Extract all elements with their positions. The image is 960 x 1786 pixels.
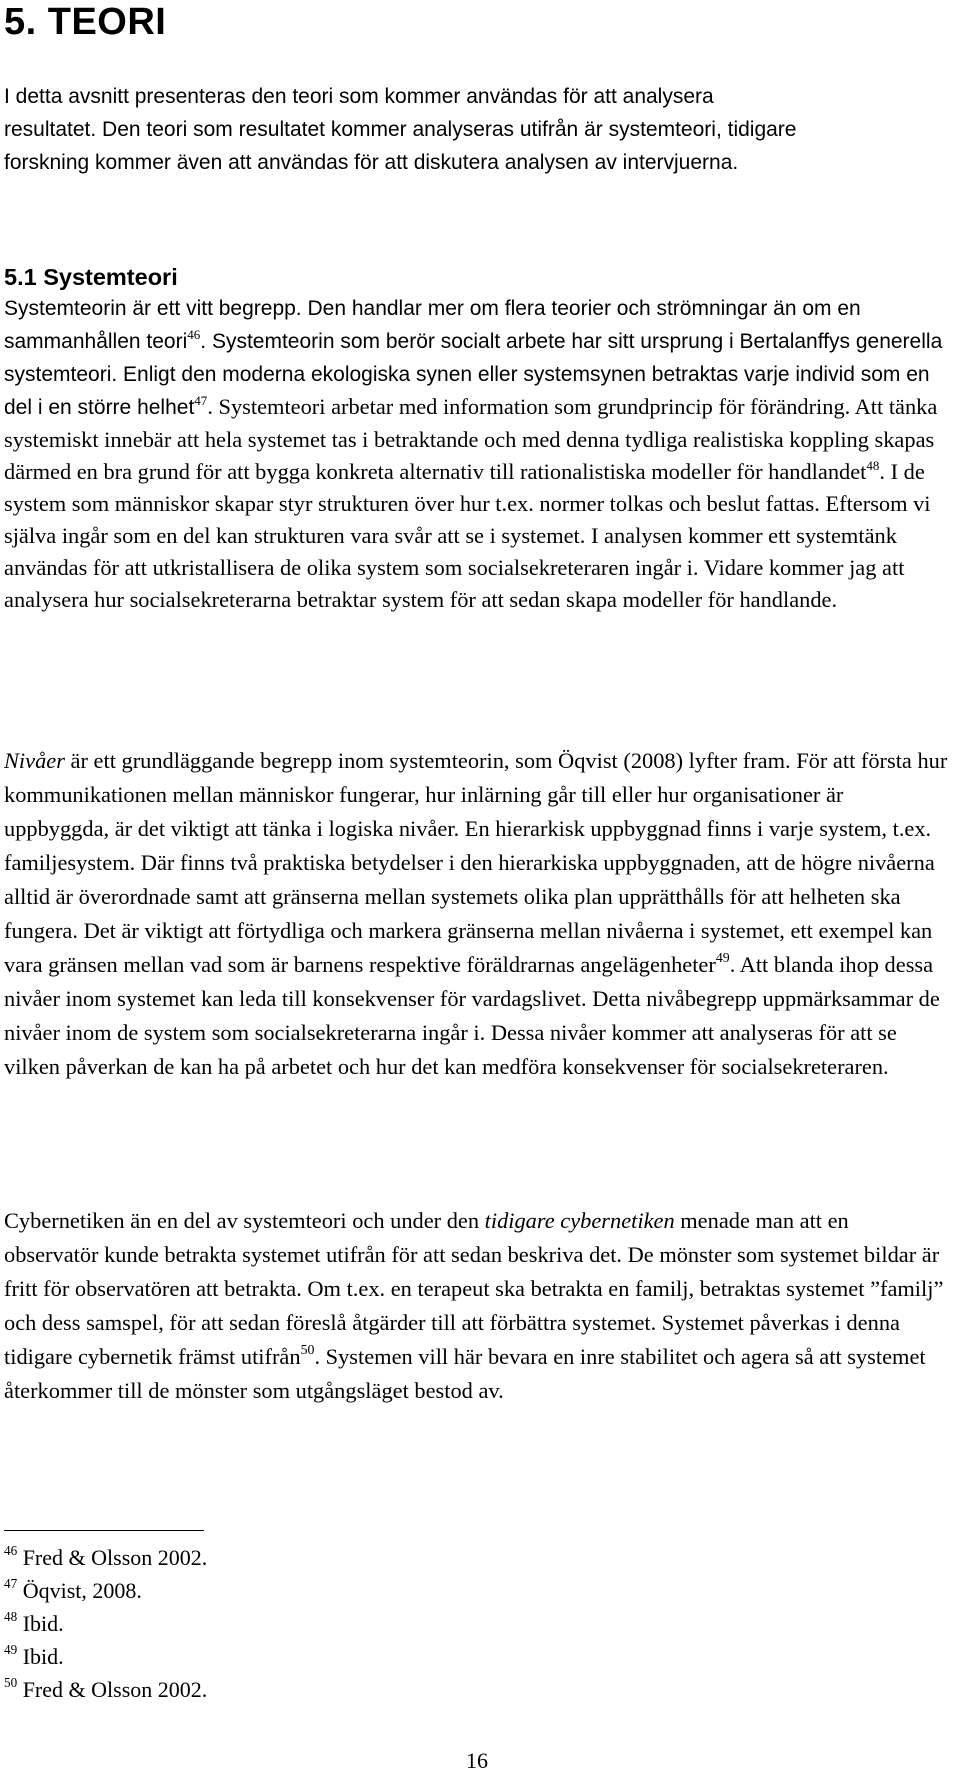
p1-text-b: Den handlar mer om flera teorier och strömningar än om en sammanhållen teori [4,297,861,353]
footnote-46 [4,1541,207,1574]
term-tidigare-cybernetiken: tidigare cybernetiken [484,1208,675,1233]
intro-paragraph: I detta avsnitt presenteras den teori som kommer användas för att analysera resultatet. Den teori som resultatet kommer analyseras utifrån är systemteori, tidigare forskning kommer även att användas för att diskutera analysen av intervjuerna. [4,85,797,174]
footnote-number: 47 [4,1576,18,1592]
chapter-heading: 5. TEORI [4,1,167,43]
p1-sans-text: Systemteorin är ett vitt begrepp. [4,297,302,320]
footnote-text: Öqvist, 2008. [17,1578,142,1603]
footnotes [4,1541,207,1706]
cybernetik-paragraph [4,1204,944,1408]
footnote-ref-47: 47 [194,392,208,408]
p3-text-a: Cybernetiken än en del av systemteori och under den [4,1208,485,1233]
p1-text-d: . Systemteori arbetar med information som grundprincip för förändring. Att tänka systemiskt innebär att hela systemet tas i betraktande och med denna tydliga realistiska koppling skapas därmed en bra grund för att bygga konkreta alternativ till rationalistiska modeller för handlandet [4,394,938,484]
p2-text-a: är ett grundläggande begrepp inom systemteorin, som Öqvist (2008) lyfter fram. För att första hur kommunikationen mellan människor fungerar, hur inlärning går till eller hur organisationer är uppbyggda, är det viktigt att tänka i logiska nivåer. En hierarkisk uppbyggnad finns i varje system, t.ex. familjesystem. Där finns två praktiska betydelser i den hierarkiska uppbyggnaden, att de högre nivåerna alltid är överordnade samt att gränserna mellan systemets olika plan upprätthålls för att helheten ska fungera. Det är viktigt att förtydliga och markera gränserna mellan nivåerna i systemet, ett exempel kan vara gränsen mellan vad som är barnens respektive föräldrarnas angelägenheter [4,748,948,977]
footnote-number: 48 [4,1609,18,1625]
footnote-47 [4,1574,207,1607]
p1-text-c: . Systemteorin som berör socialt arbete har sitt ursprung i Bertalanffys generella systemteori. Enligt den moderna ekologiska synen eller systemsynen betraktas varje individ som en del i en större helhet [4,330,943,419]
footnote-ref-48: 48 [866,457,880,473]
page-number: 16 [466,1748,488,1773]
footnote-48 [4,1607,207,1640]
systemteori-paragraph [4,292,952,616]
footnote-text: Ibid. [17,1611,64,1636]
p2-text-b: . Att blanda ihop dessa nivåer inom systemet kan leda till konsekvenser för vardagslivet. Detta nivåbegrepp uppmärksammar de nivåer inom de system som socialsekreterarna ingår i. Dessa nivåer kommer att analyseras för att se vilken påverkan de kan ha på arbetet och hur det kan medföra konsekvenser för socialsekreteraren. [4,952,940,1079]
footnote-49 [4,1640,207,1673]
p3-text-b: menade man att en observatör kunde betrakta systemet utifrån för att sedan beskriva det. De mönster som systemet bildar är fritt för observatören att betrakta. Om t.ex. en terapeut ska betrakta en familj, betraktas systemet ”familj” och dess samspel, för att sedan föreslå åtgärder till att förbättra systemet. Systemet påverkas i denna tidigare cybernetik främst utifrån [4,1208,944,1369]
p3-text-c: . Systemen vill här bevara en inre stabilitet och agera så att systemet återkommer till de mönster som utgångsläget bestod av. [4,1344,926,1403]
section-heading: 5.1 Systemteori [4,264,178,290]
nivaer-paragraph [4,744,952,1084]
footnote-ref-50: 50 [300,1343,315,1359]
footnote-number: 50 [4,1675,18,1691]
footnote-50 [4,1673,207,1706]
p1-text-e: . I de system som människor skapar styr strukturen över hur t.ex. normer tolkas och beslut fattas. Eftersom vi själva ingår som en del kan strukturen vara svår att se i systemet. I analysen kommer ett systemtänk användas för att utkristallisera de olika system som socialsekreteraren ingår i. Vidare kommer jag att analysera hur socialsekreterarna betraktar system för att sedan skapa modeller för handlande. [4,459,931,612]
footnote-number: 49 [4,1642,18,1658]
footnote-text: Fred & Olsson 2002. [17,1677,208,1702]
footnote-ref-46: 46 [187,326,201,342]
footnote-divider [4,1530,204,1531]
term-nivaer: Nivåer [4,748,65,773]
footnote-text: Fred & Olsson 2002. [17,1545,208,1570]
footnote-number: 46 [4,1543,18,1559]
footnote-ref-49: 49 [715,951,730,967]
footnote-text: Ibid. [17,1644,64,1669]
